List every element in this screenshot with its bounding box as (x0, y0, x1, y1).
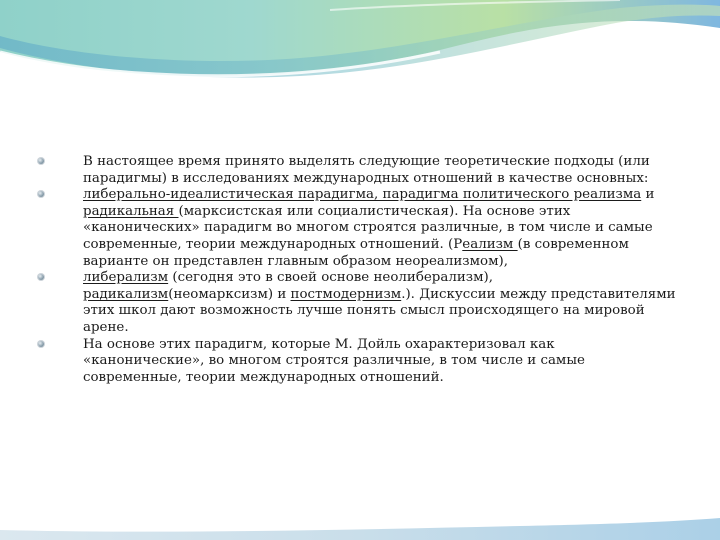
liberalism-link-text: либерализм (83, 270, 169, 286)
radicalism-link-text: радикализм (83, 286, 169, 302)
bullet-text: В настоящее время принято выделять следующие теоретические подходы (или парадигмы) в исследованиях международных отношений в качестве основных: (83, 154, 650, 186)
bullet-dot-icon (38, 274, 44, 280)
bullet-dot-icon (38, 191, 44, 197)
paradigm-link-text: либерально-идеалистическая парадигма, парадигма политического реализма (83, 187, 642, 203)
text-segment: .). Дискуссии между представителями этих школ дают возможность лучше понять смысл происходящего на мировой арене. (83, 286, 676, 335)
bullet-dot-icon (38, 341, 44, 347)
bullet-dot-icon (38, 158, 44, 164)
bullet-text: На основе этих парадигм, которые М. Дойль охарактеризовал как «канонические», во многом строятся различные, в том числе и самые современные, теории международных отношений. (83, 336, 585, 385)
realism-link-text: еализм (462, 236, 518, 252)
top-wave-decoration (0, 0, 720, 92)
bullet-item-3 (38, 270, 678, 336)
radical-link-text: радикальная (83, 203, 179, 219)
text-segment: и (641, 187, 655, 203)
text-segment: (сегодня это в своей основе неолиберализм), (168, 270, 493, 286)
text-segment: (в современном варианте он представлен главным образом неореализмом), (83, 236, 629, 269)
text-segment: (неомарксизм) и (168, 286, 291, 302)
bullet-item-4 (38, 337, 678, 387)
postmodernism-link-text: постмодернизм (290, 286, 402, 302)
bullet-item-2 (38, 187, 678, 270)
bullet-list (38, 154, 678, 386)
text-segment: (марксистская или социалистическая). На основе этих «канонических» парадигм во многом строятся различные, в том числе и самые современные, теории международных отношений. (Р (83, 203, 653, 252)
bullet-item-1 (38, 154, 678, 187)
bottom-wave-decoration (0, 500, 720, 540)
